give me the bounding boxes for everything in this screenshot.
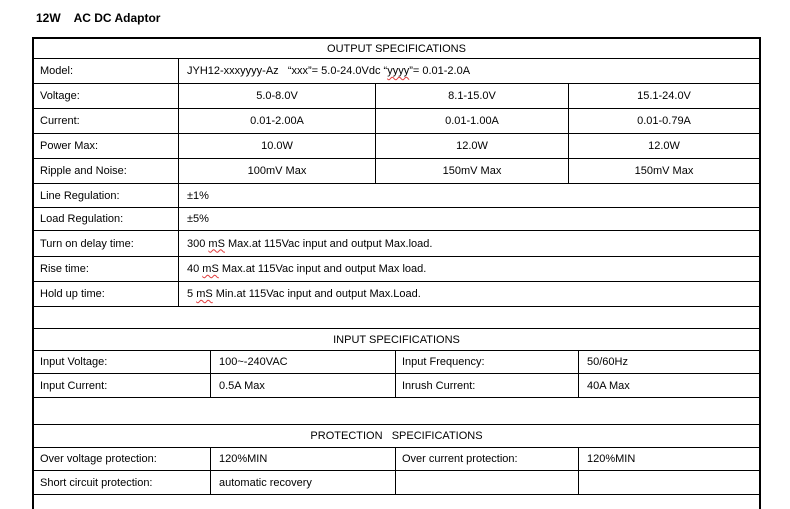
- ripple-noise-3: 150mV Max: [634, 165, 694, 177]
- protection-section-title: PROTECTION SPECIFICATIONS: [310, 430, 483, 442]
- rise-time-label: Rise time:: [34, 257, 179, 281]
- current-range-1: 0.01-2.00A: [179, 109, 376, 133]
- spacer-row: [34, 398, 759, 425]
- load-regulation-label: Load Regulation:: [34, 208, 179, 230]
- current-label: Current:: [34, 109, 179, 133]
- rise-time-misspelled: mS: [202, 263, 219, 275]
- ripple-noise-label: Ripple and Noise:: [34, 159, 179, 183]
- row-input-voltage: [34, 351, 759, 374]
- spacer-cell: [34, 495, 759, 509]
- turn-on-delay-label: Turn on delay time:: [34, 231, 179, 256]
- output-section-title: OUTPUT SPECIFICATIONS: [327, 42, 466, 55]
- voltage-label: Voltage:: [34, 84, 179, 108]
- inrush-current-value: 40A Max: [587, 379, 630, 392]
- row-voltage: [34, 84, 759, 109]
- input-section-title: INPUT SPECIFICATIONS: [333, 333, 460, 346]
- model-value-post: ”= 0.01-2.0A: [409, 65, 471, 77]
- spec-table: [32, 37, 761, 509]
- row-over-voltage-protection: [34, 448, 759, 471]
- input-current-label: Input Current:: [34, 374, 211, 397]
- turn-on-delay-value: [179, 231, 759, 256]
- over-current-protection-value: 120%MIN: [587, 453, 636, 465]
- output-section-title-cell: [34, 39, 759, 58]
- page-title: 12W AC DC Adaptor: [36, 11, 161, 25]
- row-load-regulation: [34, 208, 759, 231]
- over-voltage-protection-value: 120%MIN: [211, 448, 396, 470]
- protection-empty-label-cell: [396, 471, 579, 494]
- short-circuit-protection-label: Short circuit protection:: [34, 471, 211, 494]
- output-section-header-row: [34, 39, 759, 59]
- input-voltage-label: Input Voltage:: [34, 351, 211, 373]
- protection-section-title-cell: [34, 425, 759, 447]
- hold-up-time-post: Min.at 115Vac input and output Max.Load.: [212, 288, 421, 300]
- over-current-protection-label: Over current protection:: [396, 448, 579, 470]
- row-model: [34, 59, 759, 84]
- voltage-range-1: 5.0-8.0V: [179, 84, 376, 108]
- input-section-title-cell: [34, 329, 759, 350]
- spacer-cell: [34, 307, 759, 328]
- power-max-3: 12.0W: [648, 140, 680, 152]
- voltage-range-2: 8.1-15.0V: [376, 84, 569, 108]
- row-input-current: [34, 374, 759, 398]
- row-ripple-noise: [34, 159, 759, 184]
- hold-up-time-value: [179, 282, 759, 306]
- row-line-regulation: [34, 184, 759, 208]
- short-circuit-protection-value: automatic recovery: [211, 471, 396, 494]
- line-regulation-value: ±1%: [187, 189, 209, 202]
- row-power-max: [34, 134, 759, 159]
- input-frequency-label: Input Frequency:: [396, 351, 579, 373]
- line-regulation-label: Line Regulation:: [34, 184, 179, 207]
- load-regulation-value: ±5%: [187, 213, 209, 225]
- row-current: [34, 109, 759, 134]
- turn-on-delay-pre: 300: [187, 237, 209, 250]
- hold-up-time-misspelled: mS: [196, 288, 213, 300]
- turn-on-delay-post: Max.at 115Vac input and output Max.load.: [224, 237, 433, 250]
- rise-time-post: Max.at 115Vac input and output Max load.: [218, 263, 427, 275]
- turn-on-delay-misspelled: mS: [208, 237, 225, 250]
- model-value: [179, 59, 759, 83]
- hold-up-time-pre: 5: [187, 288, 197, 300]
- hold-up-time-label: Hold up time:: [34, 282, 179, 306]
- rise-time-pre: 40: [187, 263, 203, 275]
- power-max-2: 12.0W: [376, 134, 569, 158]
- current-range-2: 0.01-1.00A: [376, 109, 569, 133]
- spacer-row: [34, 307, 759, 329]
- power-max-1: 10.0W: [179, 134, 376, 158]
- model-value-pre: JYH12-xxxyyyy-Az “xxx”= 5.0-24.0Vdc “: [187, 65, 388, 77]
- current-range-3: 0.01-0.79A: [637, 115, 691, 127]
- spacer-cell: [34, 398, 759, 424]
- row-rise-time: [34, 257, 759, 282]
- spacer-row: [34, 495, 759, 509]
- input-frequency-value: 50/60Hz: [587, 356, 628, 368]
- input-section-header-row: [34, 329, 759, 351]
- protection-empty-value-cell: [579, 471, 759, 494]
- model-label: Model:: [34, 59, 179, 83]
- ripple-noise-2: 150mV Max: [376, 159, 569, 183]
- row-turn-on-delay: [34, 231, 759, 257]
- rise-time-value: [179, 257, 759, 281]
- ripple-noise-1: 100mV Max: [179, 159, 376, 183]
- model-value-misspelled: yyyy: [387, 65, 410, 77]
- input-current-value: 0.5A Max: [211, 374, 396, 397]
- protection-section-header-row: [34, 425, 759, 448]
- over-voltage-protection-label: Over voltage protection:: [34, 448, 211, 470]
- row-short-circuit-protection: [34, 471, 759, 495]
- input-voltage-value: 100~-240VAC: [211, 351, 396, 373]
- power-max-label: Power Max:: [34, 134, 179, 158]
- voltage-range-3: 15.1-24.0V: [637, 90, 691, 102]
- inrush-current-label: Inrush Current:: [396, 374, 579, 397]
- row-hold-up-time: [34, 282, 759, 307]
